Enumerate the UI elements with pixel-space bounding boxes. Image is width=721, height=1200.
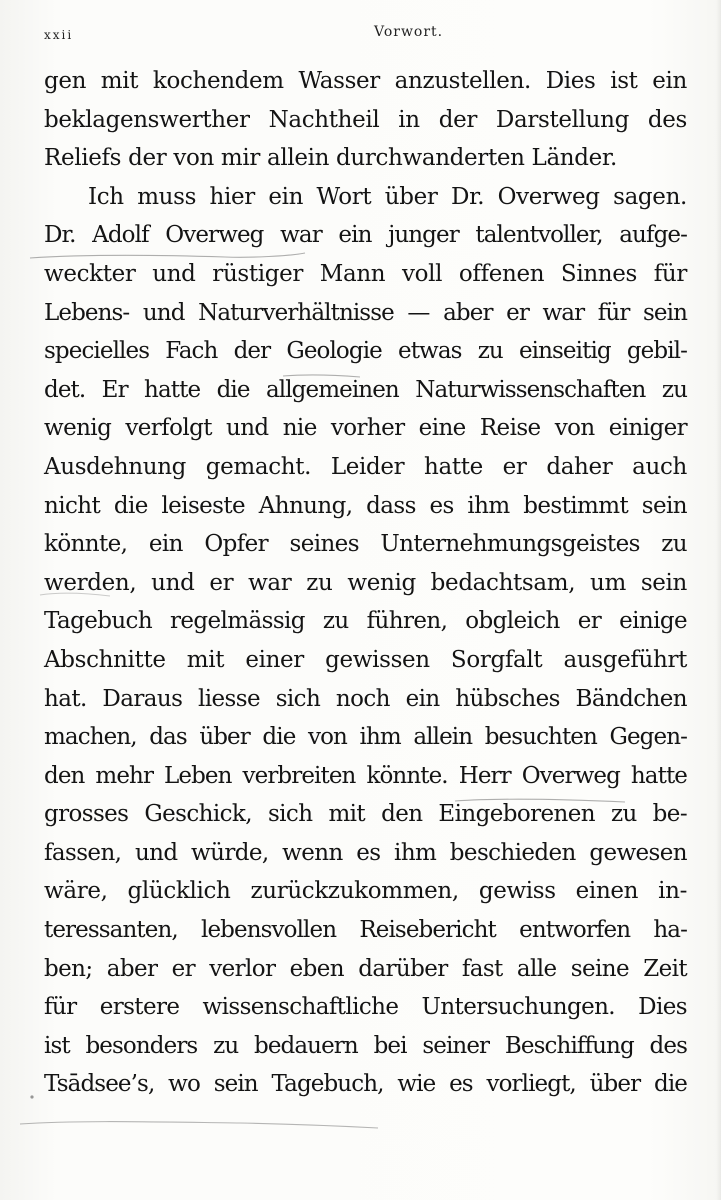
text-line: specielles Fach der Geologie etwas zu einseitig gebil- xyxy=(44,338,687,365)
page-edge-shadow xyxy=(716,0,721,1200)
body-text xyxy=(44,62,687,1104)
text-line: Abschnitte mit einer gewissen Sorgfalt ausgeführt xyxy=(44,646,687,673)
text-line: Tagebuch regelmässig zu führen, obgleich er einige xyxy=(44,608,687,635)
text-line: den mehr Leben verbreiten könnte. Herr Overweg hatte xyxy=(44,762,687,789)
text-line: wäre, glücklich zurückzukommen, gewiss einen in- xyxy=(44,878,687,905)
pencil-dot xyxy=(30,1095,33,1098)
text-line: Lebens- und Naturverhältnisse — aber er war für sein xyxy=(44,299,687,326)
text-line: machen, das über die von ihm allein besuchten Gegen- xyxy=(44,724,687,751)
text-line: Ausdehnung gemacht. Leider hatte er daher auch xyxy=(44,453,687,480)
text-line: für erstere wissenschaftliche Untersuchungen. Dies xyxy=(44,994,687,1021)
text-line: werden, und er war zu wenig bedachtsam, um sein xyxy=(44,569,687,596)
running-title: Vorwort. xyxy=(374,24,444,40)
page-number: xxii xyxy=(44,28,74,42)
text-line: teressanten, lebensvollen Reisebericht entworfen ha- xyxy=(44,917,687,944)
text-line: nicht die leiseste Ahnung, dass es ihm bestimmt sein xyxy=(44,492,687,519)
running-header xyxy=(44,24,684,44)
text-line: grosses Geschick, sich mit den Eingeborenen zu be- xyxy=(44,801,687,828)
text-line: wenig verfolgt und nie vorher eine Reise von einiger xyxy=(44,415,687,442)
text-line: Dr. Adolf Overweg war ein junger talentvoller, aufge- xyxy=(44,222,687,249)
text-line: hat. Daraus liesse sich noch ein hübsches Bändchen xyxy=(44,685,687,712)
text-line: fassen, und würde, wenn es ihm beschieden gewesen xyxy=(44,839,687,866)
text-line: ben; aber er verlor eben darüber fast alle seine Zeit xyxy=(44,955,687,982)
text-line: gen mit kochendem Wasser anzustellen. Dies ist ein xyxy=(44,68,687,94)
text-line: Ich muss hier ein Wort über Dr. Overweg sagen. xyxy=(88,183,687,210)
text-line: Reliefs der von mir allein durchwanderten Länder. xyxy=(44,145,617,172)
text-line: ist besonders zu bedauern bei seiner Beschiffung des xyxy=(44,1032,687,1059)
text-line: weckter und rüstiger Mann voll offenen Sinnes für xyxy=(44,260,687,287)
text-line: könnte, ein Opfer seines Unternehmungsgeistes zu xyxy=(44,531,687,558)
text-line: beklagenswerther Nachtheil in der Darstellung des xyxy=(44,106,687,133)
text-line: det. Er hatte die allgemeinen Naturwissenschaften zu xyxy=(44,376,687,403)
pencil-underline-tsadsee xyxy=(20,1122,378,1128)
text-line: Tsādsee’s, wo sein Tagebuch, wie es vorliegt, über die xyxy=(44,1071,687,1098)
